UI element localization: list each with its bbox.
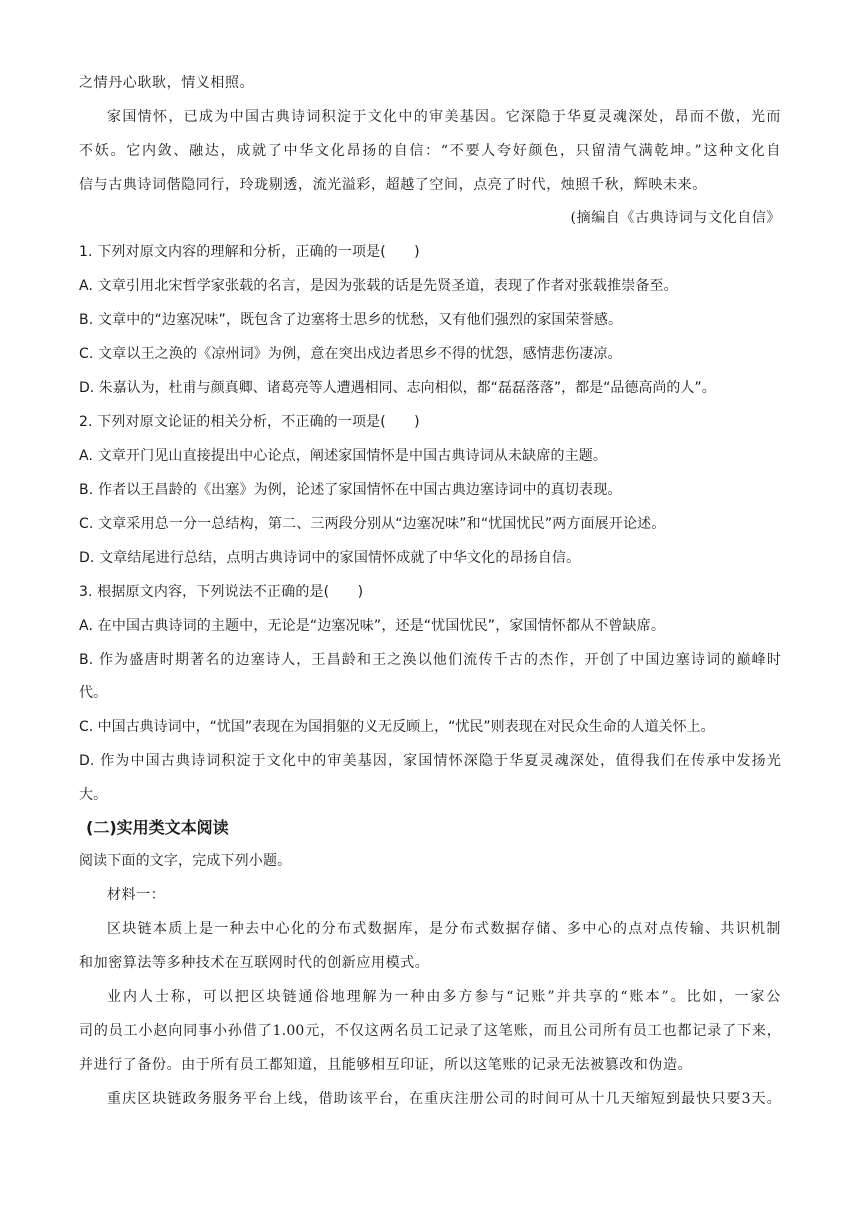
question-1-option-b: B. 文章中的“边塞况味”，既包含了边塞将士思乡的忧愁，又有他们强烈的家国荣誉感。 <box>79 312 623 328</box>
question-1-option-a: A. 文章引用北宋哲学家张载的名言，是因为张载的话是先贤圣道，表现了作者对张载推崇备至。 <box>79 278 678 294</box>
material-label: 材料一： <box>107 887 166 903</box>
paragraph-line: 区块链本质上是一种去中心化的分布式数据库，是分布式数据存储、多中心的点对点传输、共识机制 <box>107 921 781 937</box>
question-2-option-b: B. 作者以王昌龄的《出塞》为例，论述了家国情怀在中国古典边塞诗词中的真切表现。 <box>79 482 622 498</box>
paragraph-line: 重庆区块链政务服务平台上线，借助该平台，在重庆注册公司的时间可从十几天缩短到最快只要3天。 <box>107 1091 781 1107</box>
question-2-option-c: C. 文章采用总一分一总结构，第二、三两段分别从“边塞况味”和“忧国忧民”两方面展开论述。 <box>79 516 666 532</box>
paragraph-line: 和加密算法等多种技术在互联网时代的创新应用模式。 <box>79 955 430 971</box>
question-2-stem: 2. 下列对原文论证的相关分析，不正确的一项是( ) <box>79 414 420 430</box>
section-heading: (二)实用类文本阅读 <box>86 818 229 837</box>
paragraph-line: 家国情怀，已成为中国古典诗词积淀于文化中的审美基因。它深隐于华夏灵魂深处，昂而不傲，光而 <box>107 109 781 125</box>
question-3-option-d: D. 作为中国古典诗词积淀于文化中的审美基因，家国情怀深隐于华夏灵魂深处，值得我们在传承中发扬光 <box>79 753 781 769</box>
question-3-option-b-cont: 代。 <box>79 685 108 701</box>
question-3-stem: 3. 根据原文内容，下列说法不正确的是( ) <box>79 584 364 600</box>
question-1-option-d: D. 朱嘉认为，杜甫与颜真卿、诸葛亮等人遭遇相同、志向相似，都“磊磊落落”，都是“品德高尚的人”。 <box>79 380 716 396</box>
question-1-stem: 1. 下列对原文内容的理解和分析，正确的一项是( ) <box>79 244 420 260</box>
question-3-option-a: A. 在中国古典诗词的主题中，无论是“边塞况味”，还是“忧国忧民”，家国情怀都从不曾缺席。 <box>79 618 665 634</box>
paragraph-line: 并进行了备份。由于所有员工都知道，且能够相互印证，所以这笔账的记录无法被篡改和伪造。 <box>79 1057 693 1073</box>
paragraph-line: 司的员工小赵向同事小孙借了1.00元，不仅这两名员工记录了这笔账，而且公司所有员工也都记录了下来， <box>79 1023 781 1039</box>
paragraph-line: 信与古典诗词偕隐同行，玲珑剔透，流光溢彩，超越了空间，点亮了时代，烛照千秋，辉映未来。 <box>79 177 707 193</box>
question-2-option-d: D. 文章结尾进行总结，点明古典诗词中的家国情怀成就了中华文化的昂扬自信。 <box>79 550 581 566</box>
instruction-text: 阅读下面的文字，完成下列小题。 <box>79 853 292 869</box>
paragraph-line: 业内人士称，可以把区块链通俗地理解为一种由多方参与“记账”并共享的“账本”。比如，一家公 <box>107 989 781 1005</box>
question-3-option-c: C. 中国古典诗词中，“忧国”表现在为国捐躯的义无反顾上，“忧民”则表现在对民众生命的人道关怀上。 <box>79 719 715 735</box>
question-3-option-d-cont: 大。 <box>79 787 108 803</box>
question-3-option-b: B. 作为盛唐时期著名的边塞诗人，王昌龄和王之涣以他们流传千古的杰作，开创了中国边塞诗词的巅峰时 <box>79 652 781 668</box>
question-2-option-a: A. 文章开门见山直接提出中心论点，阐述家国情怀是中国古典诗词从未缺席的主题。 <box>79 448 608 464</box>
source-citation: (摘编自《古典诗词与文化自信》 <box>570 210 781 226</box>
paragraph-line: 不妖。它内敛、融达，成就了中华文化昂扬的自信：“不要人夸好颜色，只留清气满乾坤。”这种文化自 <box>79 143 781 159</box>
paragraph-line: 之情丹心耿耿，情义相照。 <box>79 75 255 91</box>
question-1-option-c: C. 文章以王之涣的《凉州词》为例，意在突出戍边者思乡不得的忧怨，感情悲伤凄凉。 <box>79 346 622 362</box>
